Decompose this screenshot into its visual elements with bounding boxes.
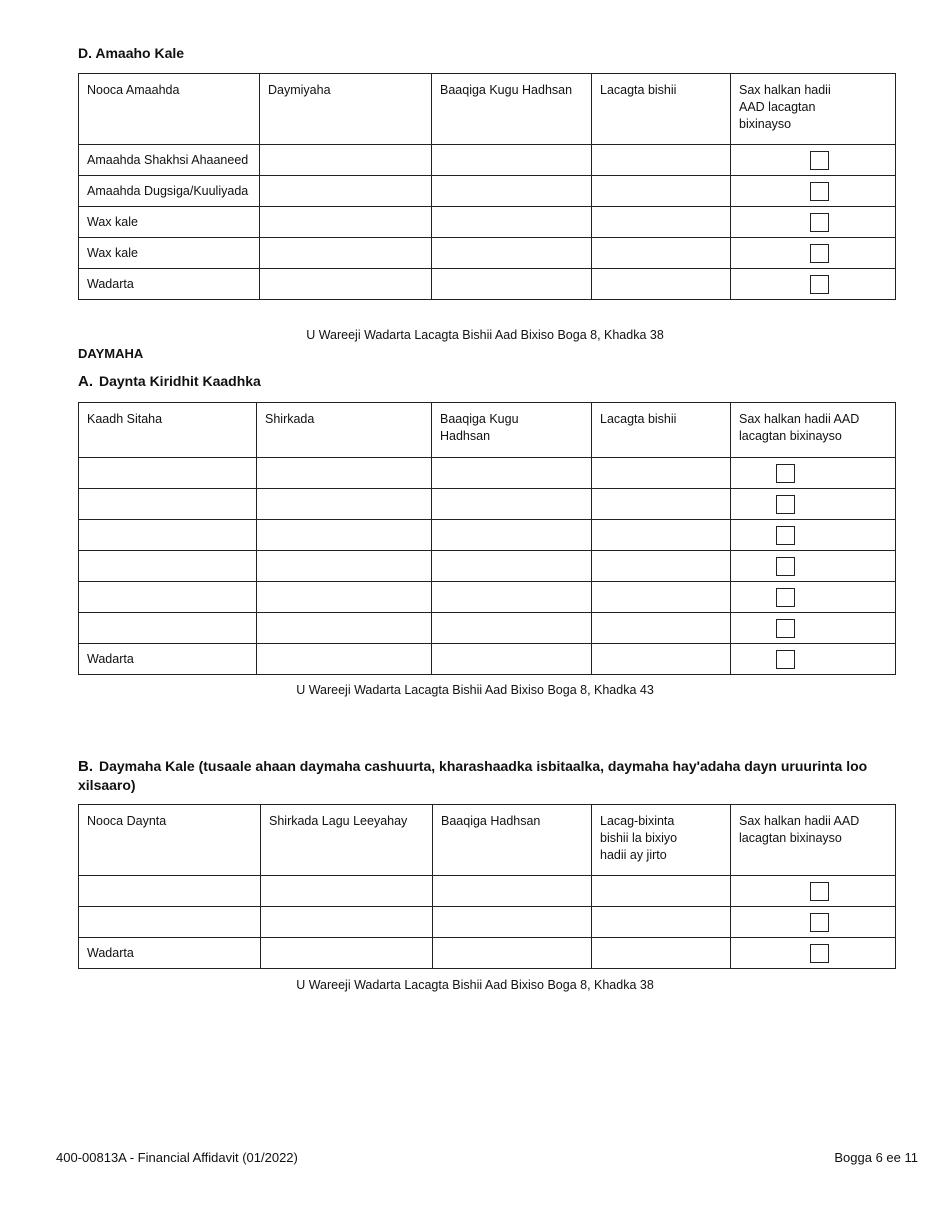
debts-title: DAYMAHA — [78, 346, 144, 361]
input-cell[interactable] — [79, 582, 257, 613]
input-cell[interactable] — [433, 938, 592, 969]
column-header: Sax halkan hadii AAD lacagtan bixinayso — [731, 805, 896, 876]
column-header: Daymiyaha — [260, 74, 432, 145]
table-row — [79, 613, 896, 644]
row-label: Wax kale — [79, 207, 260, 238]
table-row — [79, 176, 896, 207]
column-header: Sax halkan hadii AAD lacagtan bixinayso — [731, 403, 896, 458]
pay-checkbox[interactable] — [776, 650, 795, 669]
input-cell[interactable] — [432, 207, 592, 238]
section-d-title: D. Amaaho Kale — [78, 45, 185, 61]
input-cell[interactable] — [432, 458, 592, 489]
input-cell[interactable] — [261, 938, 433, 969]
row-label: Wadarta — [79, 269, 260, 300]
input-cell[interactable] — [257, 458, 432, 489]
pay-checkbox[interactable] — [776, 557, 795, 576]
pay-checkbox[interactable] — [810, 182, 829, 201]
pay-checkbox[interactable] — [810, 213, 829, 232]
column-header: Kaadh Sitaha — [79, 403, 257, 458]
table-row — [79, 458, 896, 489]
column-header: Shirkada Lagu Leeyahay — [261, 805, 433, 876]
input-cell[interactable] — [257, 644, 432, 675]
input-cell[interactable] — [79, 458, 257, 489]
input-cell[interactable] — [433, 876, 592, 907]
input-cell[interactable] — [592, 613, 731, 644]
pay-checkbox[interactable] — [776, 526, 795, 545]
input-cell[interactable] — [79, 907, 261, 938]
input-cell[interactable] — [433, 907, 592, 938]
column-header: Baaqiga Kugu Hadhsan — [432, 403, 592, 458]
input-cell[interactable] — [257, 551, 432, 582]
row-label: Wadarta — [79, 938, 261, 969]
input-cell[interactable] — [592, 145, 731, 176]
table-header-row — [79, 805, 896, 876]
input-cell[interactable] — [432, 551, 592, 582]
input-cell[interactable] — [592, 176, 731, 207]
section-title-text: Daynta Kiridhit Kaadhka — [99, 373, 261, 389]
column-header: Nooca Daynta — [79, 805, 261, 876]
input-cell[interactable] — [260, 145, 432, 176]
table-header-row — [79, 403, 896, 458]
input-cell[interactable] — [79, 613, 257, 644]
section-d-table — [78, 73, 896, 300]
section-letter: B. — [78, 758, 93, 775]
input-cell[interactable] — [592, 876, 731, 907]
form-id: 400-00813A - Financial Affidavit (01/2022) — [56, 1150, 298, 1165]
column-header: Shirkada — [257, 403, 432, 458]
input-cell[interactable] — [432, 520, 592, 551]
column-header: Baaqiga Kugu Hadhsan — [432, 74, 592, 145]
input-cell[interactable] — [432, 644, 592, 675]
input-cell[interactable] — [261, 876, 433, 907]
input-cell[interactable] — [79, 489, 257, 520]
pay-checkbox[interactable] — [776, 619, 795, 638]
table-row — [79, 644, 896, 675]
table-row — [79, 520, 896, 551]
input-cell[interactable] — [432, 145, 592, 176]
input-cell[interactable] — [592, 238, 731, 269]
table-row — [79, 489, 896, 520]
pay-checkbox[interactable] — [810, 275, 829, 294]
row-label: Wadarta — [79, 644, 257, 675]
input-cell[interactable] — [260, 238, 432, 269]
row-label: Amaahda Shakhsi Ahaaneed — [79, 145, 260, 176]
section-a-title — [78, 373, 261, 390]
input-cell[interactable] — [257, 520, 432, 551]
transfer-note: U Wareeji Wadarta Lacagta Bishii Aad Bixiso Boga 8, Khadka 38 — [296, 978, 654, 992]
input-cell[interactable] — [79, 520, 257, 551]
input-cell[interactable] — [432, 613, 592, 644]
input-cell[interactable] — [592, 644, 731, 675]
input-cell[interactable] — [257, 613, 432, 644]
pay-checkbox[interactable] — [810, 882, 829, 901]
table-header-row — [79, 74, 896, 145]
pay-checkbox[interactable] — [810, 151, 829, 170]
pay-checkbox[interactable] — [776, 464, 795, 483]
input-cell[interactable] — [260, 207, 432, 238]
input-cell[interactable] — [260, 176, 432, 207]
pay-checkbox[interactable] — [776, 495, 795, 514]
page-number: Bogga 6 ee 11 — [834, 1150, 918, 1165]
section-a-table — [78, 402, 896, 675]
pay-checkbox[interactable] — [810, 913, 829, 932]
pay-checkbox[interactable] — [776, 588, 795, 607]
input-cell[interactable] — [592, 938, 731, 969]
section-title-text: Daymaha Kale (tusaale ahaan daymaha cashuurta, kharashaadka isbitaalka, daymaha hay'adaha dayn uruurinta loo xilsaaro) — [78, 758, 868, 793]
table-row — [79, 876, 896, 907]
table-row — [79, 145, 896, 176]
input-cell[interactable] — [79, 876, 261, 907]
table-row — [79, 907, 896, 938]
row-label: Amaahda Dugsiga/Kuuliyada — [79, 176, 260, 207]
transfer-note: U Wareeji Wadarta Lacagta Bishii Aad Bixiso Boga 8, Khadka 43 — [296, 683, 654, 697]
input-cell[interactable] — [432, 489, 592, 520]
table-row — [79, 238, 896, 269]
input-cell[interactable] — [257, 582, 432, 613]
table-row — [79, 938, 896, 969]
input-cell[interactable] — [260, 269, 432, 300]
column-header: Lacagta bishii — [592, 74, 731, 145]
input-cell[interactable] — [592, 489, 731, 520]
column-header: Nooca Amaahda — [79, 74, 260, 145]
table-row — [79, 551, 896, 582]
input-cell[interactable] — [592, 269, 731, 300]
section-b-title — [78, 757, 878, 795]
table-row — [79, 207, 896, 238]
input-cell[interactable] — [432, 176, 592, 207]
input-cell[interactable] — [79, 551, 257, 582]
input-cell[interactable] — [592, 207, 731, 238]
column-header: Sax halkan hadii AAD lacagtan bixinayso — [731, 74, 896, 145]
input-cell[interactable] — [592, 520, 731, 551]
row-label: Wax kale — [79, 238, 260, 269]
section-letter: A. — [78, 373, 93, 390]
column-header: Lacagta bishii — [592, 403, 731, 458]
transfer-note: U Wareeji Wadarta Lacagta Bishii Aad Bixiso Boga 8, Khadka 38 — [306, 328, 664, 342]
table-row — [79, 269, 896, 300]
column-header: Lacag-bixinta bishii la bixiyo hadii ay jirto — [592, 805, 731, 876]
column-header: Baaqiga Hadhsan — [433, 805, 592, 876]
pay-checkbox[interactable] — [810, 944, 829, 963]
input-cell[interactable] — [592, 582, 731, 613]
input-cell[interactable] — [257, 489, 432, 520]
input-cell[interactable] — [432, 269, 592, 300]
table-row — [79, 582, 896, 613]
input-cell[interactable] — [592, 907, 731, 938]
input-cell[interactable] — [432, 582, 592, 613]
pay-checkbox[interactable] — [810, 244, 829, 263]
input-cell[interactable] — [261, 907, 433, 938]
input-cell[interactable] — [432, 238, 592, 269]
input-cell[interactable] — [592, 551, 731, 582]
input-cell[interactable] — [592, 458, 731, 489]
section-b-table — [78, 804, 896, 969]
